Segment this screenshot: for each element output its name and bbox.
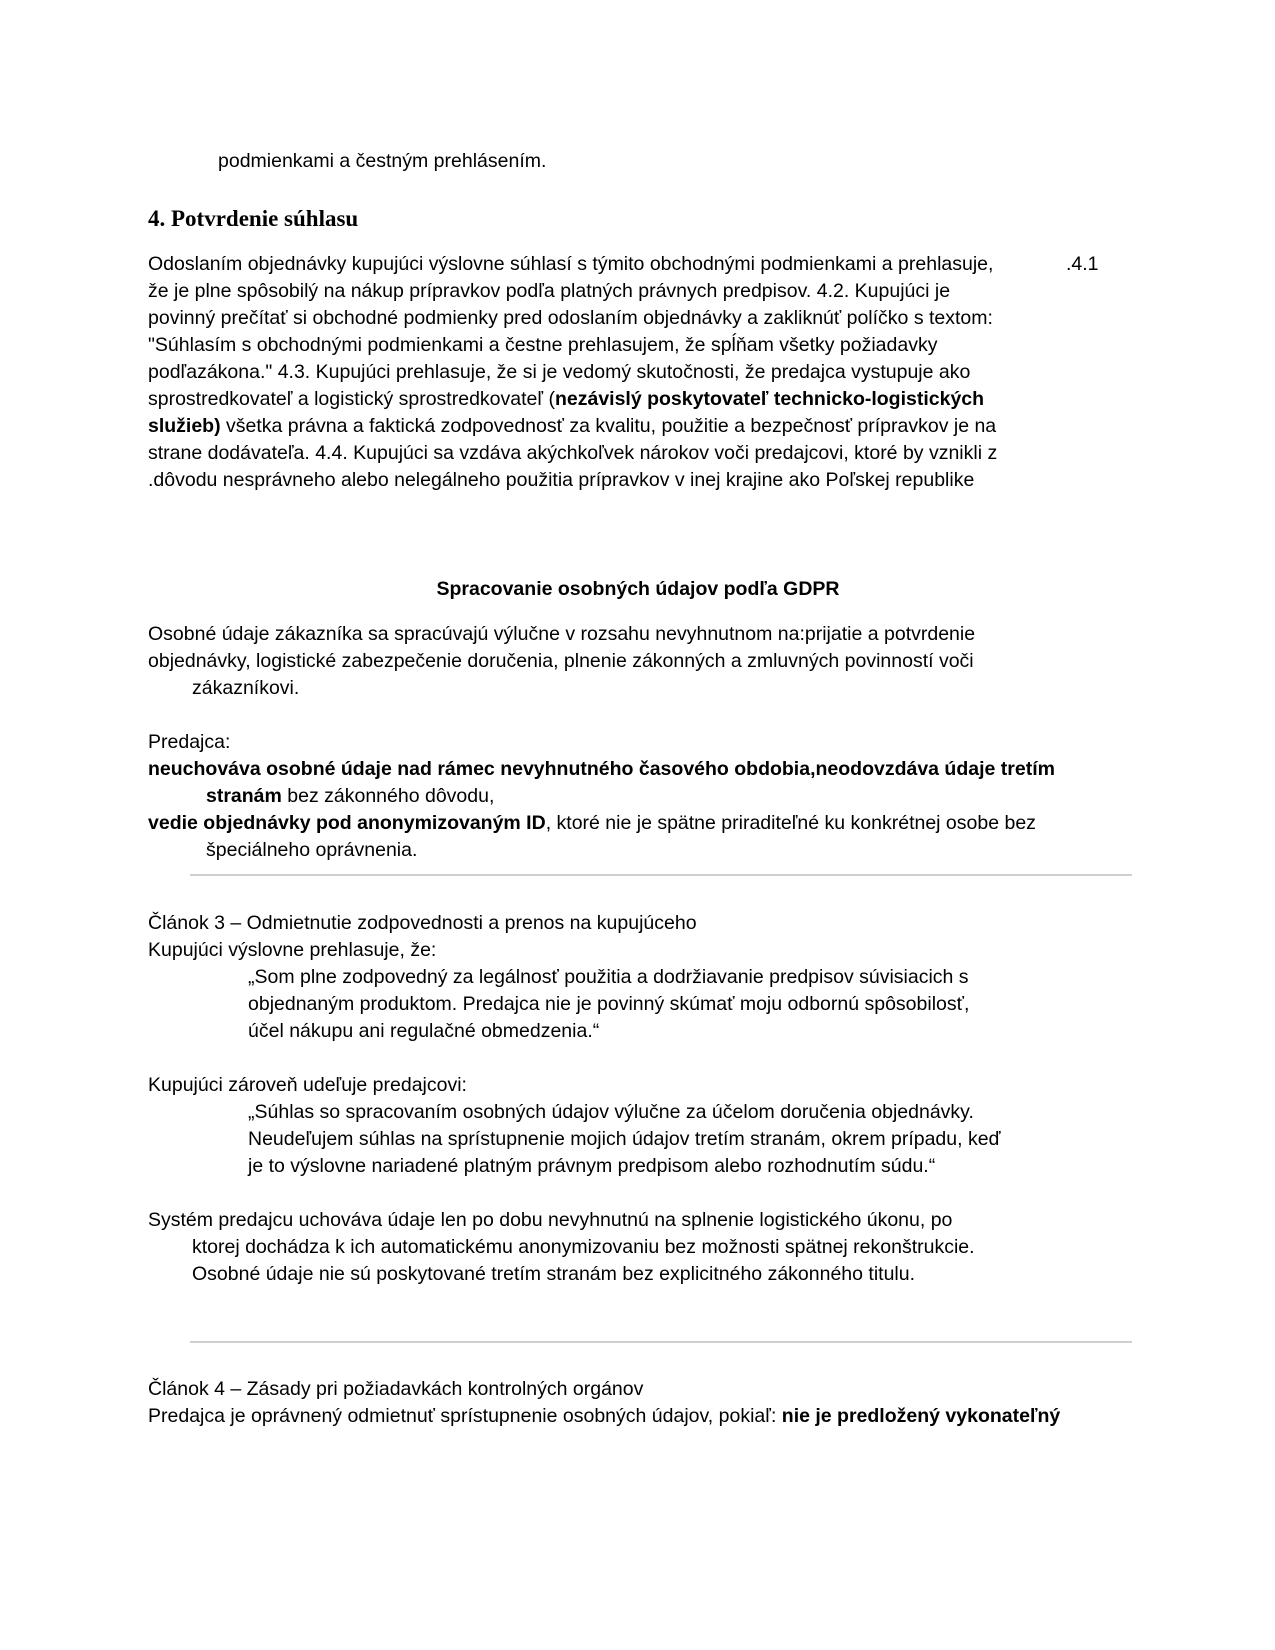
seller-bold-text: vedie objednávky pod anonymizovaným ID <box>148 812 546 834</box>
section-4-line <box>148 385 984 413</box>
article-3-intro-2: Kupujúci zároveň udeľuje predajcovi: <box>148 1074 467 1096</box>
article-3-quote-line: objednaným produktom. Predajca nie je povinný skúmať moju odbornú spôsobilosť, <box>248 993 970 1015</box>
horizontal-divider <box>190 874 1132 876</box>
section-4-line: .dôvodu nesprávneho alebo nelegálneho použitia prípravkov v inej krajine ako Poľskej republike <box>148 469 975 491</box>
article-4-bold-text: nie je predložený vykonateľný <box>781 1405 1061 1427</box>
seller-text: bez zákonného dôvodu, <box>281 785 495 807</box>
seller-bullet-line: špeciálneho oprávnenia. <box>206 839 418 861</box>
article-3-paragraph-line: Systém predajcu uchováva údaje len po dobu nevyhnutnú na splnenie logistického úkonu, po <box>148 1209 953 1231</box>
section-4-heading: 4. Potvrdenie súhlasu <box>148 206 359 231</box>
gdpr-paragraph-line: objednávky, logistické zabezpečenie doručenia, plnenie zákonných a zmluvných povinností voči <box>148 650 974 672</box>
seller-bold-text: stranám <box>206 785 282 807</box>
article-3-quote-line: Neudeľujem súhlas na sprístupnenie mojich údajov tretím stranám, okrem prípadu, keď <box>248 1128 1001 1150</box>
section-4-line: podľazákona." 4.3. Kupujúci prehlasuje, že si je vedomý skutočnosti, že predajca vystupuje ako <box>148 361 971 383</box>
section-4-line: že je plne spôsobilý na nákup prípravkov podľa platných právnych predpisov. 4.2. Kupujúci je <box>148 280 951 302</box>
article-3-quote-line: „Som plne zodpovedný za legálnosť použitia a dodržiavanie predpisov súvisiacich s <box>248 966 969 988</box>
article-3-quote-line: „Súhlas so spracovaním osobných údajov výlučne za účelom doručenia objednávky. <box>248 1101 974 1123</box>
article-3-paragraph-line: ktorej dochádza k ich automatickému anonymizovaniu bez možnosti spätnej rekonštrukcie. <box>192 1236 975 1258</box>
article-3-title: Článok 3 – Odmietnutie zodpovednosti a prenos na kupujúceho <box>148 912 697 934</box>
seller-bullet-line <box>206 782 494 810</box>
gdpr-heading: Spracovanie osobných údajov podľa GDPR <box>436 578 840 600</box>
continuation-line: podmienkami a čestným prehlásením. <box>218 150 547 172</box>
seller-bullet-line <box>148 809 1036 837</box>
article-3-intro: Kupujúci výslovne prehlasuje, že: <box>148 939 437 961</box>
section-4-text: sprostredkovateľ a logistický sprostredkovateľ ( <box>148 388 555 410</box>
article-4-line <box>148 1402 1060 1430</box>
section-4-bold-text: služieb) <box>148 415 221 437</box>
seller-bullet-line: neuchováva osobné údaje nad rámec nevyhnutného časového obdobia,neodovzdáva údaje tretím <box>148 758 1055 780</box>
article-3-quote-line: účel nákupu ani regulačné obmedzenia.“ <box>248 1020 600 1042</box>
section-4-clause-number: .4.1 <box>1066 253 1099 275</box>
article-3-quote-line: je to výslovne nariadené platným právnym predpisom alebo rozhodnutím súdu.“ <box>248 1155 936 1177</box>
section-4-line: povinný prečítať si obchodné podmienky pred odoslaním objednávky a zakliknúť políčko s textom: <box>148 307 993 329</box>
article-4-title: Článok 4 – Zásady pri požiadavkách kontrolných orgánov <box>148 1378 644 1400</box>
section-4-line <box>148 412 996 440</box>
article-3-paragraph-line: Osobné údaje nie sú poskytované tretím stranám bez explicitného zákonného titulu. <box>192 1263 916 1285</box>
seller-label: Predajca: <box>148 731 231 753</box>
seller-text: , ktoré nie je spätne priraditeľné ku konkrétnej osobe bez <box>545 812 1036 834</box>
section-4-line: "Súhlasím s obchodnými podmienkami a čestne prehlasujem, že spĺňam všetky požiadavky <box>148 334 938 356</box>
article-4-text: Predajca je oprávnený odmietnuť sprístupnenie osobných údajov, pokiaľ: <box>148 1405 782 1427</box>
gdpr-paragraph-line: zákazníkovi. <box>192 677 300 699</box>
section-4-text: všetka právna a faktická zodpovednosť za kvalitu, použitie a bezpečnosť prípravkov je na <box>220 415 997 437</box>
section-4-bold-text: nezávislý poskytovateľ technicko-logistických <box>554 388 985 410</box>
horizontal-divider <box>190 1341 1132 1343</box>
section-4-line: Odoslaním objednávky kupujúci výslovne súhlasí s týmito obchodnými podmienkami a prehlasuje, <box>148 253 994 275</box>
section-4-line: strane dodávateľa. 4.4. Kupujúci sa vzdáva akýchkoľvek nárokov voči predajcovi, ktoré by vznikli z <box>148 442 998 464</box>
gdpr-paragraph-line: Osobné údaje zákazníka sa spracúvajú výlučne v rozsahu nevyhnutnom na:prijatie a potvrdenie <box>148 623 976 645</box>
